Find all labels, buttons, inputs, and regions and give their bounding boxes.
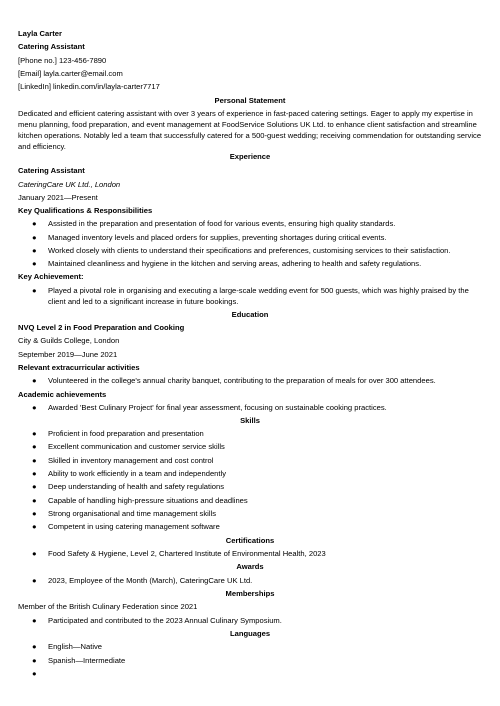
memberships-heading: Memberships bbox=[225, 589, 275, 598]
extracurricular-item: Volunteered in the college's annual charity banquet, contributing to the preparation of meals for over 300 attendees. bbox=[48, 376, 436, 385]
responsibility-item: Assisted in the preparation and presentation of food for various events, ensuring high quality standards. bbox=[48, 219, 396, 228]
bullet-icon: ● bbox=[32, 509, 37, 518]
achievement-text: Played a pivotal role in organising and executing a large-scale wedding event for 500 guests, which was highly praised by the client and led to a significant increase in future bookings. bbox=[48, 286, 469, 306]
membership-text: Member of the British Culinary Federation since 2021 bbox=[18, 602, 198, 611]
bullet-icon: ● bbox=[32, 456, 37, 465]
job-dates: January 2021—Present bbox=[18, 193, 98, 202]
skills-heading: Skills bbox=[240, 416, 260, 425]
language-item: Spanish—Intermediate bbox=[48, 656, 126, 665]
job-title: Catering Assistant bbox=[18, 166, 85, 175]
responsibility-item: Managed inventory levels and placed orders for supplies, preventing shortages during critical events. bbox=[48, 233, 387, 242]
school: City & Guilds College, London bbox=[18, 336, 120, 345]
skill-item: Ability to work efficiently in a team and independently bbox=[48, 469, 226, 478]
bullet-icon: ● bbox=[32, 259, 37, 268]
award-item: 2023, Employee of the Month (March), CateringCare UK Ltd. bbox=[48, 576, 253, 585]
membership-item: Participated and contributed to the 2023 Annual Culinary Symposium. bbox=[48, 616, 282, 625]
responsibility-item: Worked closely with clients to understand their specifications and preferences, customising services to their satisfaction. bbox=[48, 246, 451, 255]
bullet-icon: ● bbox=[32, 429, 37, 438]
bullet-icon: ● bbox=[32, 669, 37, 678]
bullet-icon: ● bbox=[32, 549, 37, 558]
education-heading: Education bbox=[231, 310, 269, 319]
awards-heading: Awards bbox=[236, 562, 264, 571]
phone-line: [Phone no.] 123-456-7890 bbox=[18, 56, 107, 65]
skill-item: Capable of handling high-pressure situations and deadlines bbox=[48, 496, 248, 505]
bullet-icon: ● bbox=[32, 642, 37, 651]
bullet-icon: ● bbox=[32, 233, 37, 242]
bullet-icon: ● bbox=[32, 496, 37, 505]
qualifications-heading: Key Qualifications & Responsibilities bbox=[18, 206, 153, 215]
education-dates: September 2019—June 2021 bbox=[18, 350, 118, 359]
skill-item: Strong organisational and time management skills bbox=[48, 509, 216, 518]
languages-heading: Languages bbox=[229, 629, 271, 638]
skill-item: Deep understanding of health and safety regulations bbox=[48, 482, 225, 491]
bullet-icon: ● bbox=[32, 219, 37, 228]
personal-statement-text: Dedicated and efficient catering assistant with over 3 years of experience in fast-paced catering settings. Eager to apply my expertise in menu planning, food preparation, and event management at FoodService Solutions UK Ltd. to enhance client satisfaction and streamline kitchen operations. Notably led a team that successfully catered for a 500-guest wedding; receiving commendation for outstanding service and efficiency. bbox=[18, 109, 482, 151]
bullet-icon: ● bbox=[32, 616, 37, 625]
responsibility-item: Maintained cleanliness and hygiene in the kitchen and serving areas, adhering to health and safety regulations. bbox=[48, 259, 422, 268]
skill-item: Proficient in food preparation and presentation bbox=[48, 429, 204, 438]
extracurricular-heading: Relevant extracurricular activities bbox=[18, 363, 140, 372]
academic-item: Awarded 'Best Culinary Project' for final year assessment, focusing on sustainable cooking practices. bbox=[48, 403, 387, 412]
achievement-heading: Key Achievement: bbox=[18, 272, 84, 281]
bullet-icon: ● bbox=[32, 246, 37, 255]
bullet-icon: ● bbox=[32, 286, 37, 295]
experience-heading: Experience bbox=[229, 152, 271, 161]
academic-heading: Academic achievements bbox=[18, 390, 107, 399]
certification-item: Food Safety & Hygiene, Level 2, Chartered Institute of Environmental Health, 2023 bbox=[48, 549, 326, 558]
bullet-icon: ● bbox=[32, 469, 37, 478]
skill-item: Skilled in inventory management and cost control bbox=[48, 456, 214, 465]
candidate-name: Layla Carter bbox=[18, 29, 62, 38]
candidate-title: Catering Assistant bbox=[18, 42, 85, 51]
skill-item: Excellent communication and customer service skills bbox=[48, 442, 225, 451]
bullet-icon: ● bbox=[32, 482, 37, 491]
bullet-icon: ● bbox=[32, 576, 37, 585]
certifications-heading: Certifications bbox=[225, 536, 275, 545]
bullet-icon: ● bbox=[32, 403, 37, 412]
language-item: English—Native bbox=[48, 642, 103, 651]
bullet-icon: ● bbox=[32, 522, 37, 531]
degree: NVQ Level 2 in Food Preparation and Cooking bbox=[18, 323, 185, 332]
bullet-icon: ● bbox=[32, 656, 37, 665]
bullet-icon: ● bbox=[32, 442, 37, 451]
personal-statement-heading: Personal Statement bbox=[214, 96, 286, 105]
bullet-icon: ● bbox=[32, 376, 37, 385]
job-company: CateringCare UK Ltd., London bbox=[18, 180, 121, 189]
email-line: [Email] layla.carter@email.com bbox=[18, 69, 123, 78]
linkedin-line: [LinkedIn] linkedin.com/in/layla-carter7717 bbox=[18, 82, 160, 91]
skill-item: Competent in using catering management software bbox=[48, 522, 220, 531]
